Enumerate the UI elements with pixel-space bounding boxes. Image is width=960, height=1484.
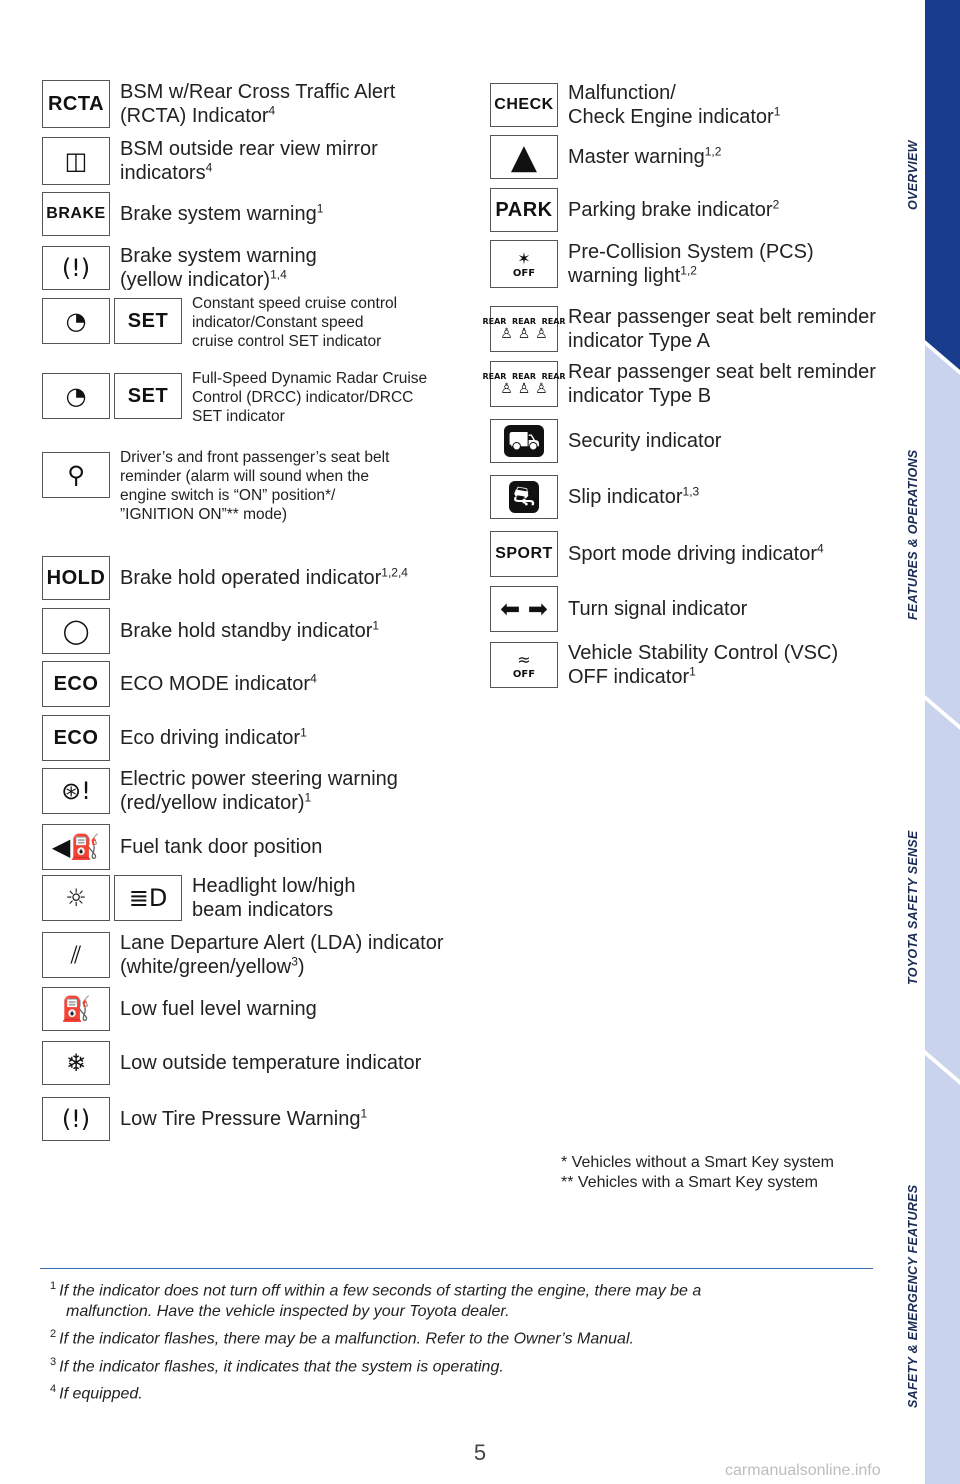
check-engine-icon: CHECK	[490, 83, 558, 127]
brake-hold-standby-icon: ◯	[42, 608, 110, 654]
indicator-label: Low fuel level warning	[120, 998, 317, 1020]
indicator-label: Low Tire Pressure Warning$^1$	[120, 1106, 368, 1130]
footnote-ref: 1	[360, 1106, 368, 1121]
lane-departure-icon: ⫽	[42, 932, 110, 978]
indicator-label: Constant speed cruise control indicator/Constant speed cruise control SET indicator	[192, 295, 398, 350]
indicator-row	[42, 80, 395, 128]
indicator-label: Brake hold standby indicator$^1$	[120, 618, 380, 642]
page-number: 5	[473, 1440, 487, 1465]
indicator-label: Turn signal indicator	[568, 598, 748, 620]
footnote-ref: 1	[372, 618, 380, 633]
eco-driving-icon: ECO	[42, 715, 110, 761]
footnote-ref: 4	[310, 671, 317, 686]
footnote-ref: 1	[316, 201, 324, 216]
hold-text-icon: HOLD	[42, 556, 110, 600]
indicator-row	[42, 875, 355, 922]
indicator-row	[490, 240, 814, 288]
indicator-row	[490, 475, 699, 519]
indicator-row	[490, 188, 779, 232]
indicator-label: Rear passenger seat belt reminder indicator Type A	[568, 306, 876, 352]
indicator-row	[42, 1097, 367, 1141]
footnote-ref: 4	[817, 541, 824, 556]
indicator-label: Vehicle Stability Control (VSC) OFF indicator$^1$	[568, 642, 839, 688]
footnote-ref: 1,2	[704, 144, 722, 159]
tire-pressure-icon: (!)	[42, 1097, 110, 1141]
tab-safety-emergency[interactable]: SAFETY & EMERGENCY FEATURES	[906, 1184, 920, 1408]
vsc-off-icon: ≈ OFF	[490, 642, 558, 688]
sport-text-icon: SPORT	[490, 531, 558, 577]
footnote-2: $^2$ If the indicator flashes, there may be a malfunction. Refer to the Owner’s Manual.	[50, 1328, 634, 1348]
indicator-row	[490, 642, 838, 689]
indicator-label: Lane Departure Alert (LDA) indicator (white/green/yellow$^3$)	[120, 932, 444, 978]
indicator-row	[42, 192, 323, 236]
indicator-label: BSM w/Rear Cross Traffic Alert (RCTA) Indicator$^4$	[120, 81, 396, 127]
indicator-label: Security indicator	[568, 430, 722, 452]
indicator-row	[482, 361, 876, 408]
footnote-ref: 1,3	[682, 484, 700, 499]
footnote-ref: 1,2,4	[381, 565, 408, 580]
footnote-ref: 4	[205, 160, 213, 175]
indicator-label: Sport mode driving indicator$^4$	[568, 541, 824, 565]
indicator-row	[42, 768, 398, 815]
steering-warning-icon: ⊛!	[42, 768, 110, 814]
tab-toyota-safety-sense[interactable]: TOYOTA SAFETY SENSE	[906, 830, 920, 985]
indicator-label: Brake hold operated indicator$^{1,2,4}$	[120, 565, 408, 589]
indicator-label: Parking brake indicator$^2$	[568, 197, 780, 221]
brake-warning-circle-icon: (!)	[42, 246, 110, 290]
indicator-row	[42, 137, 378, 185]
footnote-divider	[40, 1268, 873, 1269]
headlight-high-icon: ≣D	[114, 875, 182, 921]
indicator-label: Master warning$^{1,2}$	[568, 144, 722, 168]
indicator-label: Malfunction/ Check Engine indicator$^1$	[568, 82, 781, 128]
brake-text-icon: BRAKE	[42, 192, 110, 236]
footnote-ref: 1,4	[270, 267, 287, 282]
indicator-row	[42, 661, 317, 707]
footnote-ref: 1	[304, 790, 312, 805]
eco-mode-icon: ECO	[42, 661, 110, 707]
indicator-row	[42, 449, 390, 524]
footnote-ref: 4	[268, 103, 276, 118]
footnote-ref: 2	[772, 197, 780, 212]
headlight-low-icon: ☼	[42, 875, 110, 921]
indicator-row	[42, 370, 428, 426]
footnotes	[50, 1276, 870, 1406]
set-icon: SET	[114, 373, 182, 419]
low-fuel-icon: ⛽	[42, 987, 110, 1031]
indicator-row	[490, 419, 721, 463]
indicator-row	[42, 715, 307, 761]
tab-features-operations[interactable]: FEATURES & OPERATIONS	[906, 449, 920, 620]
cruise-control-icon: ◔	[42, 298, 110, 344]
footnote-ref: 1	[689, 664, 696, 679]
park-text-icon: PARK	[490, 188, 558, 232]
indicator-row	[42, 987, 317, 1031]
indicator-label: Brake system warning (yellow indicator)$^{1,4}$	[120, 245, 317, 291]
turn-signal-icon: ⬅ ➡	[490, 586, 558, 632]
rear-seatbelt-b-icon: REAR REAR REAR ♙ ♙ ♙	[490, 361, 558, 407]
note-without-smart-key: * Vehicles without a Smart Key system	[561, 1154, 834, 1171]
low-temperature-icon: ❄	[42, 1041, 110, 1085]
indicator-row	[42, 246, 317, 292]
fuel-door-icon: ◀⛽	[42, 824, 110, 870]
indicator-label: Fuel tank door position	[120, 836, 323, 858]
indicator-row	[490, 83, 780, 129]
indicator-row	[42, 556, 408, 600]
indicator-row	[42, 295, 398, 351]
indicator-row	[42, 608, 379, 654]
footnote-ref: 1	[773, 104, 781, 119]
indicator-row	[42, 824, 322, 870]
indicator-label: Driver’s and front passenger’s seat belt reminder (alarm will sound when the engine switch is “ON” position*/ ”IGNITION ON”** mode)	[120, 449, 390, 523]
tab-overview[interactable]: OVERVIEW	[906, 140, 920, 210]
indicator-row	[490, 135, 721, 179]
indicator-label: Low outside temperature indicator	[120, 1052, 422, 1074]
indicator-label: Brake system warning$^1$	[120, 201, 324, 225]
indicator-row	[42, 932, 444, 979]
indicator-label: Electric power steering warning (red/yellow indicator)$^1$	[120, 768, 398, 814]
indicator-row	[42, 1041, 421, 1085]
indicator-row	[490, 531, 824, 577]
indicator-row	[482, 306, 876, 353]
security-icon: ⛟	[490, 419, 558, 463]
radar-cruise-icon: ◔	[42, 373, 110, 419]
indicator-label: BSM outside rear view mirror indicators$^4$	[120, 138, 378, 184]
indicator-label: Full-Speed Dynamic Radar Cruise Control (DRCC) indicator/DRCC SET indicator	[192, 370, 428, 425]
footnote-ref: 1,2	[680, 263, 697, 278]
footnote-1: $^1$ If the indicator does not turn off within a few seconds of starting the engine, there may be a malfunction. Have the vehicle inspected by your Toyota dealer.	[50, 1280, 702, 1321]
pcs-icon: ✶ OFF	[490, 240, 558, 288]
seat-belt-icon: ⚲	[42, 452, 110, 498]
indicator-row	[490, 586, 747, 632]
set-icon: SET	[114, 298, 182, 344]
rcta-icon: RCTA	[42, 80, 110, 128]
slip-icon: ⛐	[490, 475, 558, 519]
rear-seatbelt-a-icon: REAR REAR REAR ♙ ♙ ♙	[490, 306, 558, 352]
footnote-3: $^3$ If the indicator flashes, it indicates that the system is operating.	[50, 1355, 504, 1375]
indicator-label: ECO MODE indicator$^4$	[120, 671, 317, 695]
bsm-mirror-icon: ◫	[42, 137, 110, 185]
watermark: carmanualsonline.info	[725, 1462, 881, 1479]
indicator-label: Headlight low/high beam indicators	[192, 875, 356, 921]
footnote-ref: 3	[291, 954, 298, 969]
footnote-ref: 1	[300, 725, 307, 740]
smart-key-notes	[561, 1153, 834, 1193]
note-with-smart-key: ** Vehicles with a Smart Key system	[561, 1174, 818, 1191]
master-warning-icon: ▲	[490, 135, 558, 179]
footnote-4: $^4$ If equipped.	[50, 1382, 143, 1403]
indicator-label: Rear passenger seat belt reminder indicator Type B	[568, 361, 876, 407]
indicator-label: Pre-Collision System (PCS) warning light$^{1,2}$	[568, 241, 814, 287]
indicator-label: Slip indicator$^{1,3}$	[568, 484, 700, 508]
indicator-label: Eco driving indicator$^1$	[120, 725, 307, 749]
